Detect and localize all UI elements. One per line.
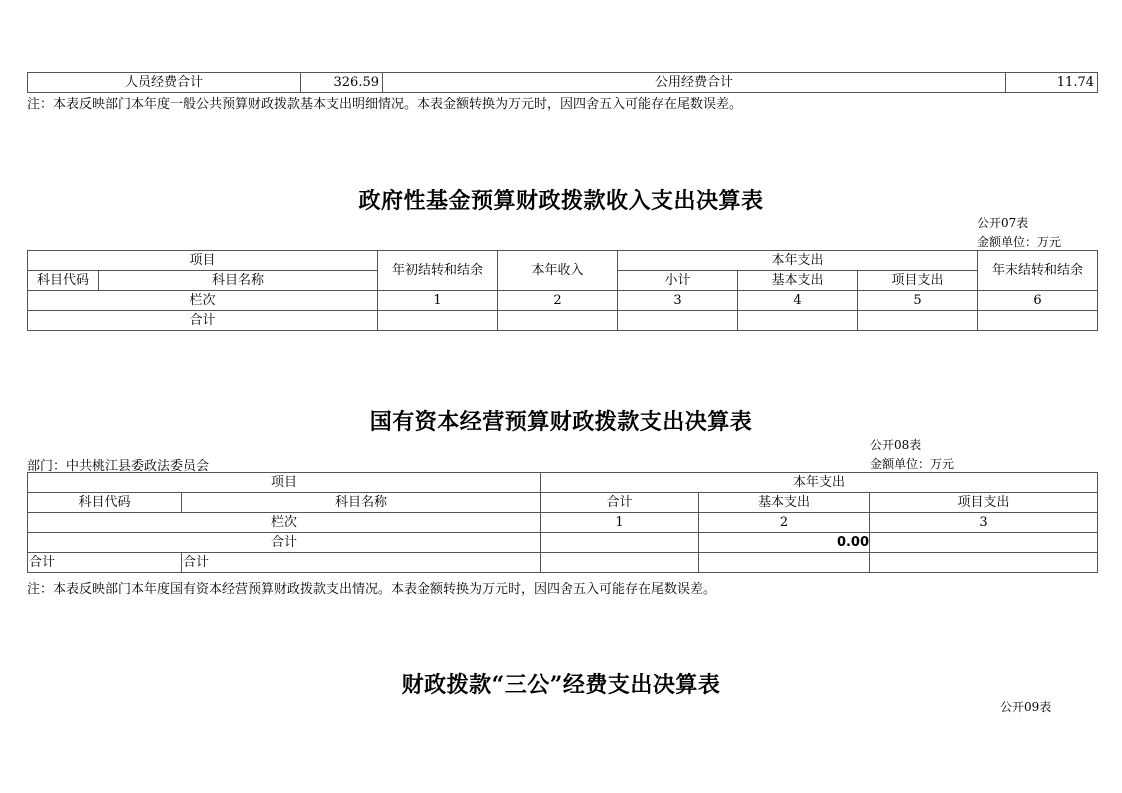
table-row xyxy=(28,473,1098,493)
table07 xyxy=(27,250,1098,331)
empty-cell xyxy=(699,553,870,573)
table08-code: 公开08表 xyxy=(870,438,922,452)
column-number: 2 xyxy=(699,513,870,533)
header-basic: 基本支出 xyxy=(699,493,870,513)
table08-note: 注：本表反映部门本年度国有资本经营预算财政拨款支出情况。本表金额转换为万元时，因四舍五入可能存在尾数误差。 xyxy=(27,582,717,597)
column-number: 2 xyxy=(498,291,618,311)
table08-title: 国有资本经营预算财政拨款支出决算表 xyxy=(369,409,753,435)
empty-cell xyxy=(978,311,1098,331)
column-number: 5 xyxy=(858,291,978,311)
header-subtotal: 小计 xyxy=(618,271,738,291)
table-row xyxy=(28,251,1098,271)
column-number: 4 xyxy=(738,291,858,311)
header-expense: 本年支出 xyxy=(618,251,978,271)
personnel-total-label: 人员经费合计 xyxy=(28,73,301,93)
table07-unit: 金额单位：万元 xyxy=(977,235,1062,249)
empty-cell xyxy=(541,533,699,553)
table07-title: 政府性基金预算财政拨款收入支出决算表 xyxy=(358,188,764,214)
table-row xyxy=(28,533,1098,553)
column-number: 6 xyxy=(978,291,1098,311)
header-project: 项目支出 xyxy=(870,493,1098,513)
public-total-label: 公用经费合计 xyxy=(383,73,1006,93)
header-project: 项目支出 xyxy=(858,271,978,291)
header-income: 本年收入 xyxy=(498,251,618,291)
header-subject-name: 科目名称 xyxy=(99,271,378,291)
empty-cell xyxy=(870,533,1098,553)
table-row xyxy=(28,311,1098,331)
empty-cell xyxy=(858,311,978,331)
header-subject-code: 科目代码 xyxy=(28,493,182,513)
column-number: 1 xyxy=(541,513,699,533)
table-row xyxy=(28,513,1098,533)
table09-title: 财政拨款“三公”经费支出决算表 xyxy=(401,672,721,698)
column-number: 1 xyxy=(378,291,498,311)
table09-code: 公开09表 xyxy=(1000,700,1052,714)
table08-department: 部门：中共桃江县委政法委员会 xyxy=(27,459,210,474)
total-label: 合计 xyxy=(28,533,541,553)
total-basic-value: 0.00 xyxy=(699,533,870,553)
public-total-value: 11.74 xyxy=(1006,73,1098,93)
header-item: 项目 xyxy=(28,473,541,493)
empty-cell xyxy=(498,311,618,331)
column-number: 3 xyxy=(870,513,1098,533)
personnel-public-summary-table xyxy=(27,72,1098,93)
table-row xyxy=(28,73,1098,93)
personnel-total-value: 326.59 xyxy=(301,73,383,93)
last-row-code: 合计 xyxy=(28,553,182,573)
header-subject-code: 科目代码 xyxy=(28,271,99,291)
column-number-label: 栏次 xyxy=(28,513,541,533)
header-total: 合计 xyxy=(541,493,699,513)
table-row xyxy=(28,291,1098,311)
table08-unit: 金额单位：万元 xyxy=(870,457,955,471)
total-label: 合计 xyxy=(28,311,378,331)
last-row-name: 合计 xyxy=(182,553,541,573)
table08 xyxy=(27,472,1098,573)
empty-cell xyxy=(541,553,699,573)
header-item: 项目 xyxy=(28,251,378,271)
column-number-label: 栏次 xyxy=(28,291,378,311)
header-opening: 年初结转和结余 xyxy=(378,251,498,291)
header-closing: 年末结转和结余 xyxy=(978,251,1098,291)
empty-cell xyxy=(378,311,498,331)
top-table-note: 注：本表反映部门本年度一般公共预算财政拨款基本支出明细情况。本表金额转换为万元时，因四舍五入可能存在尾数误差。 xyxy=(27,97,743,112)
header-subject-name: 科目名称 xyxy=(182,493,541,513)
header-expense: 本年支出 xyxy=(541,473,1098,493)
table-row xyxy=(28,553,1098,573)
empty-cell xyxy=(738,311,858,331)
header-basic: 基本支出 xyxy=(738,271,858,291)
empty-cell xyxy=(618,311,738,331)
column-number: 3 xyxy=(618,291,738,311)
table07-code: 公开07表 xyxy=(977,216,1029,230)
empty-cell xyxy=(870,553,1098,573)
table-row xyxy=(28,493,1098,513)
